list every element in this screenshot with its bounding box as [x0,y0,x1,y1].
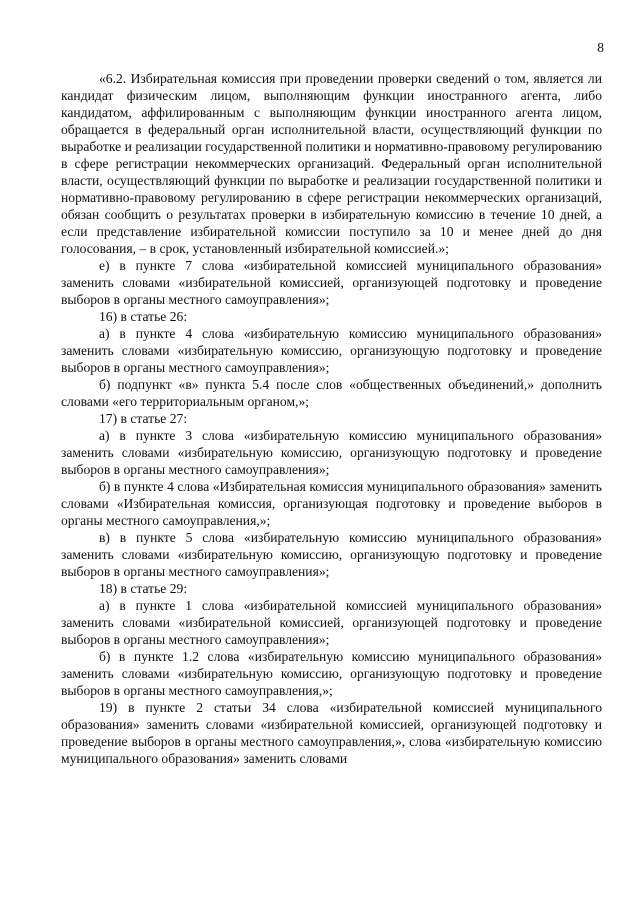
paragraph-18-a: а) в пункте 1 слова «избирательной комиссией муниципального образования» заменить словами «избирательной комиссией, организующей подготовку и проведение выборов в органы местного самоуправления»; [61,598,602,647]
paragraph-item-19: 19) в пункте 2 статьи 34 слова «избирательной комиссией муниципального образования» заменить словами «избирательной комиссией, организующей подготовку и проведение выборов в органы местного самоуправления,», слова «избирательную комиссию муниципального образования» заменить словами [61,700,602,766]
paragraph-18-b: б) в пункте 1.2 слова «избирательную комиссию муниципального образования» заменить словами «избирательную комиссию, организующую подготовку и проведение выборов в органы местного самоуправления,»; [61,649,602,698]
page-number: 8 [597,40,604,55]
paragraph-17-v: в) в пункте 5 слова «избирательную комиссию муниципального образования» заменить словами «избирательную комиссию, организующую подготовку и проведение выборов в органы местного самоуправления»; [61,530,602,579]
paragraph-item-17: 17) в статье 27: [99,411,188,426]
paragraph-16-a: а) в пункте 4 слова «избирательную комиссию муниципального образования» заменить словами «избирательную комиссию, организующую подготовку и проведение выборов в органы местного самоуправления»; [61,326,602,375]
paragraph-e-point-7: е) в пункте 7 слова «избирательной комиссией муниципального образования» заменить словами «избирательной комиссией, организующей подготовку и проведение выборов в органы местного самоуправления»; [61,258,602,307]
document-body [61,70,602,767]
paragraph-item-16: 16) в статье 26: [99,309,188,324]
paragraph-16-b: б) подпункт «в» пункта 5.4 после слов «общественных объединений,» дополнить словами «его территориальным органом,»; [61,377,602,409]
paragraph-6-2: «6.2. Избирательная комиссия при проведении проверки сведений о том, является ли кандидат физическим лицом, выполняющим функции иностранного агента, либо кандидатом, аффилированным с выполняющим функции иностранного агента лицом, обращается в федеральный орган исполнительной власти, осуществляющий функции по выработке и реализации государственной политики и нормативно-правовому регулированию в сфере регистрации некоммерческих организаций. Федеральный орган исполнительной власти, осуществляющий функции по выработке и реализации государственной политики и нормативно-правовому регулированию в сфере регистрации некоммерческих организаций, обязан сообщить о результатах проверки в избирательную комиссию в течение 10 дней, а если представление избирательной комиссии поступило за 10 и менее дней до дня голосования, – в срок, установленный избирательной комиссией.»; [61,71,602,256]
paragraph-17-a: а) в пункте 3 слова «избирательную комиссию муниципального образования» заменить словами «избирательную комиссию, организующую подготовку и проведение выборов в органы местного самоуправления»; [61,428,602,477]
paragraph-item-18: 18) в статье 29: [99,581,188,596]
paragraph-17-b: б) в пункте 4 слова «Избирательная комиссия муниципального образования» заменить словами «Избирательная комиссия, организующая подготовку и проведение выборов в органы местного самоуправления,»; [61,479,602,528]
